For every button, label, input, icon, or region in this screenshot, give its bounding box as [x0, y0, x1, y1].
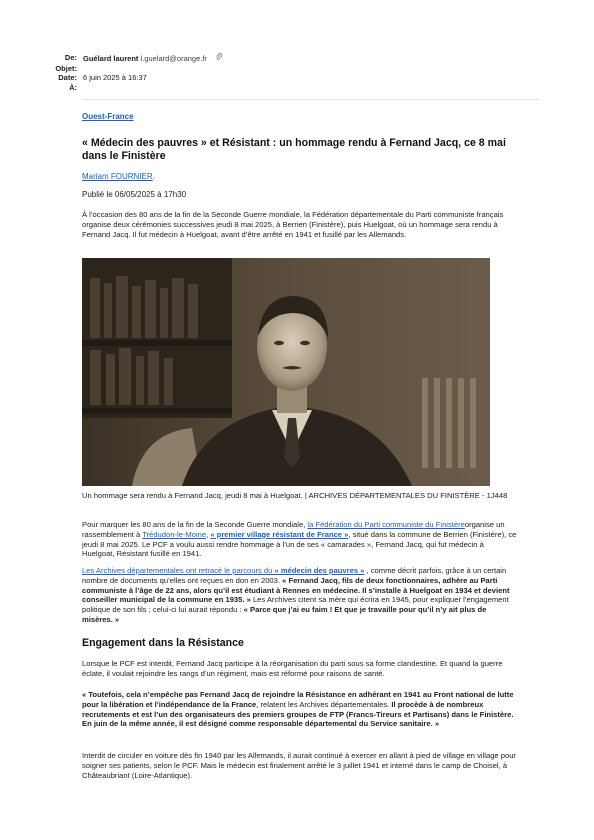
- subject-label: Objet:: [55, 63, 77, 73]
- date-label: Date:: [58, 73, 77, 83]
- federation-link[interactable]: la Fédération du Parti communiste du Finistère: [307, 520, 465, 529]
- tredudon-link[interactable]: Trédudon-le-Moine: [142, 529, 207, 539]
- to-label: À:: [69, 82, 77, 92]
- date-row: [20, 73, 223, 83]
- sender-name[interactable]: Guélard laurent: [83, 54, 139, 63]
- paragraph-3: Les Archives départementales ont retracé le parcours du « médecin des pauvres » , comme décrit parfois, grâce à un certain nombre de documents qu’elles ont reçues en don en 2003. « Fernand Jacq, fils de deux fonctionnaires, adhère au Parti communiste à l’âge de 22 ans, alors qu’il est étudiant à Rennes en médecine. Il s’installe à Huelgoat en 1934 et devient conseiller municipal de la commune en 1935. » Les Archives citent sa mère qui écrira en 1945, pour expliquer l’engagement politique de son fils ; celui-ci lui aurait répondu : « Parce que j’ai eu faim ! Et que je travaille pour qu’il n’y ait plus de misères. »: [82, 566, 510, 624]
- header-divider: [82, 99, 540, 100]
- date-value: 6 juin 2025 à 16:37: [83, 73, 147, 83]
- portrait-photo: [82, 258, 490, 486]
- medecin-pauvres-link[interactable]: « médecin des pauvres »: [274, 566, 365, 575]
- paragraph-4: Lorsque le PCF est interdit, Fernand Jacq participe à la réorganisation du parti sous sa forme clandestine. Et quand la guerre éclate, il voulait rejoindre les rangs d’un régiment, mais est réformé pour raisons de santé.: [82, 659, 503, 678]
- author-link[interactable]: Mariam FOURNIER: [82, 172, 153, 181]
- from-row: [20, 53, 223, 64]
- premier-village-link[interactable]: « premier village résistant de France »: [210, 529, 349, 539]
- from-label: De:: [64, 53, 77, 62]
- intro-paragraph: À l’occasion des 80 ans de la fin de la Seconde Guerre mondiale, la Fédération départementale du Parti communiste français organise deux cérémonies successives jeudi 8 mai 2025, à Berrien (Finistère), puis Huelgoat, où un hommage sera rendu à Fernand Jacq. Il fut médecin à Huelgoat, avant d’être arrêté en 1941 et fusillé par les Allemands.: [82, 210, 504, 239]
- section-heading: Engagement dans la Résistance: [82, 637, 244, 649]
- photo-caption: Un hommage sera rendu à Fernand Jacq, jeudi 8 mai à Huelgoat. | ARCHIVES DÉPARTEMENTALES DU FINISTÈRE - 1J448: [82, 491, 508, 500]
- article-title: « Médecin des pauvres » et Résistant : un hommage rendu à Fernand Jacq, ce 8 mai dans le Finistère: [82, 137, 506, 162]
- paragraph-6: Interdit de circuler en voiture dès fin 1940 par les Allemands, il aurait continué à exercer en allant à pied de village en village pour soigner ses patients, selon le PCF. Mais le médecin est finalement arrêté le 3 juillet 1941 et interné dans le camp de Choisel, à Châteaubriant (Loire-Atlantique).: [82, 751, 516, 780]
- sender-address[interactable]: l.guelard@orange.fr: [140, 54, 207, 63]
- publish-date: Publié le 06/05/2025 à 17h30: [82, 190, 187, 199]
- paperclip-icon: [215, 53, 223, 64]
- to-row: [20, 83, 223, 93]
- author-line: Mariam FOURNIER.: [82, 172, 155, 181]
- source-link[interactable]: Ouest-France: [82, 112, 134, 121]
- paragraph-2: Pour marquer les 80 ans de la fin de la Seconde Guerre mondiale, la Fédération du Parti communiste du Finistèreorganise un rassemblement à Trédudon-le-Moine, « premier village résistant de France », situé dans la commune de Berrien (Finistère), ce jeudi 8 mai 2025. Le PCF a voulu aussi rendre hommage à l’un de ses « camarades », Fernand Jacq, qui fut médecin à Huelgoat, Résistant fusillé en 1941.: [82, 520, 517, 559]
- email-header: [20, 53, 223, 92]
- subject-row: [20, 64, 223, 74]
- paragraph-5: « Toutefois, cela n’empêche pas Fernand Jacq de rejoindre la Résistance en adhérant en 1941 au Front national de lutte pour la libération et l’indépendance de la France, relatent les Archives départementales. Il procède à de nombreux recrutements et est l’un des organisateurs des premiers groupes de FTP (Francs-Tireurs et Partisans) dans le Finistère. En juin de la même année, il est désigné comme responsable départemental du Service sanitaire. »: [82, 690, 514, 729]
- archives-link[interactable]: Les Archives départementales ont retracé le parcours du: [82, 566, 275, 575]
